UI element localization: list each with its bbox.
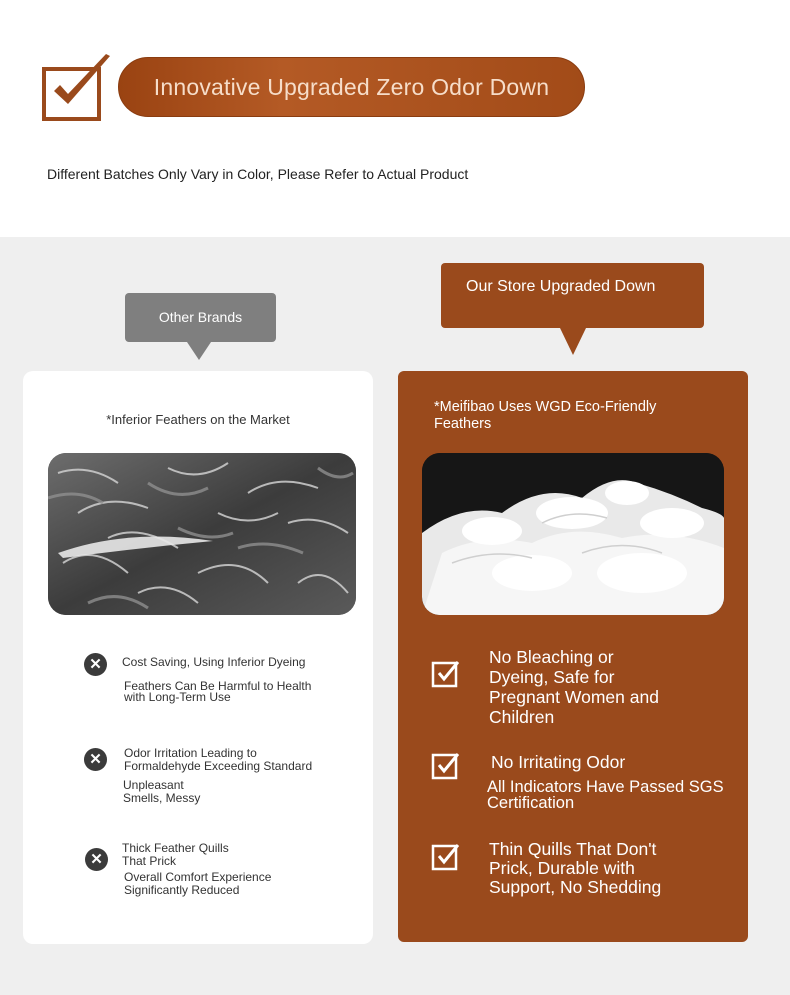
checkbox-icon: [42, 54, 114, 122]
benefit-3-title: Thin Quills That Don't Prick, Durable with Support, No Shedding: [489, 839, 662, 897]
bullet-1-line-1: Cost Saving, Using Inferior Dyeing: [122, 655, 306, 669]
benefit-1-title: No Bleaching or Dyeing, Safe for Pregnant Women and Children: [489, 647, 659, 727]
bullet-1-line-2: Feathers Can Be Harmful to Health with Long-Term Use: [124, 679, 312, 704]
check-box-icon: [431, 750, 461, 780]
our-store-label: Our Store Upgraded Down: [466, 278, 656, 295]
other-brands-label: Other Brands: [158, 309, 243, 325]
check-box-icon: [431, 841, 461, 871]
x-circle-icon: ✕: [84, 653, 107, 676]
color-notice: Different Batches Only Vary in Color, Please Refer to Actual Product: [47, 166, 469, 182]
page-title: Innovative Upgraded Zero Odor Down: [153, 74, 550, 100]
check-box-icon: [431, 658, 461, 688]
x-circle-icon: ✕: [85, 848, 108, 871]
benefit-2-detail: All Indicators Have Passed SGS Certification: [487, 778, 724, 812]
white-down-photo: [422, 453, 724, 615]
bullet-2-line-2: Unpleasant Smells, Messy: [123, 778, 201, 805]
bubble-pointer: [560, 328, 586, 355]
bullet-3-line-2: Overall Comfort Experience Significantly Reduced: [124, 870, 272, 897]
bullet-3-line-1: Thick Feather Quills That Prick: [122, 841, 229, 868]
other-brands-caption: *Inferior Feathers on the Market: [106, 412, 290, 427]
our-store-caption: *Meifibao Uses WGD Eco-Friendly Feathers: [434, 399, 657, 432]
x-circle-icon: ✕: [84, 748, 107, 771]
bubble-pointer: [187, 342, 211, 360]
benefit-2-title: No Irritating Odor: [491, 752, 626, 772]
bullet-2-line-1: Odor Irritation Leading to Formaldehyde Exceeding Standard: [124, 746, 313, 773]
gray-feathers-photo: [48, 453, 356, 615]
